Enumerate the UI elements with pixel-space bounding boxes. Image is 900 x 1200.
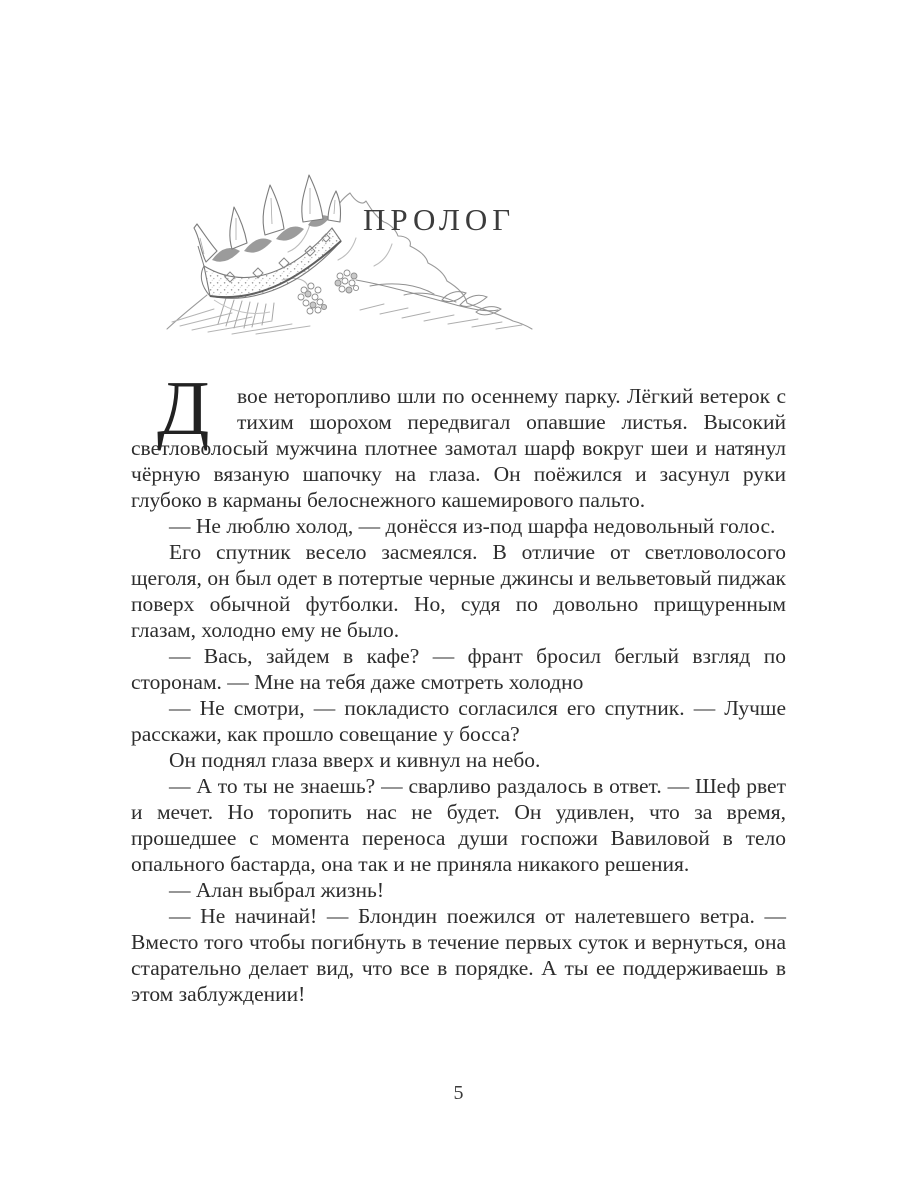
chapter-illustration — [160, 162, 545, 340]
paragraph: Он поднял глаза вверх и кивнул на небо. — [169, 748, 541, 772]
drop-cap-letter: Д — [157, 365, 210, 451]
chapter-heading: ПРОЛОГ — [363, 202, 516, 237]
paragraph: — А то ты не знаешь? — сварливо раздалось в ответ. — Шеф рвет и мечет. Но торопить нас не будет. Он удивлен, что за время, прошедшее с момента переноса души госпожи Вавиловой в тело опального бастарда, она так и не приняла никакого решения. — [131, 774, 786, 876]
paragraph: — Не люблю холод, — донёсся из-под шарфа недовольный голос. — [169, 514, 776, 538]
paragraph: Его спутник весело засмеялся. В отличие от светловолосого щеголя, он был одет в потертые черные джинсы и вельветовый пиджак поверх обычной футболки. Но, судя по довольно прищуренным глазам, холодно ему не было. — [131, 540, 786, 642]
paragraph: — Алан выбрал жизнь! — [169, 878, 384, 902]
paragraph-text: вое неторопливо шли по осеннему парку. Лёгкий ветерок с тихим шорохом передвигал опавшие листья. Высокий светловолосый мужчина плотнее замотал шарф вокруг шеи и натянул чёрную вязаную шапочку на глаза. Он поёжился и засунул руки глубоко в карманы белоснежного кашемирового пальто. — [131, 384, 786, 512]
drop-cap — [131, 365, 227, 451]
paragraph — [131, 365, 786, 513]
page-number: 5 — [453, 1082, 464, 1104]
body-text — [131, 365, 786, 1007]
crown-on-rock-sketch-icon — [160, 162, 545, 340]
paragraph: — Вась, зайдем в кафе? — франт бросил беглый взгляд по сторонам. — Мне на тебя даже смотреть холодно — [131, 644, 786, 694]
paragraph: — Не начинай! — Блондин поежился от налетевшего ветра. — Вместо того чтобы погибнуть в течение первых суток и вернуться, она старательно делает вид, что все в порядке. А ты ее поддерживаешь в этом заблуждении! — [131, 904, 786, 1006]
paragraph: — Не смотри, — покладисто согласился его спутник. — Лучше расскажи, как прошло совещание у босса? — [131, 696, 786, 746]
